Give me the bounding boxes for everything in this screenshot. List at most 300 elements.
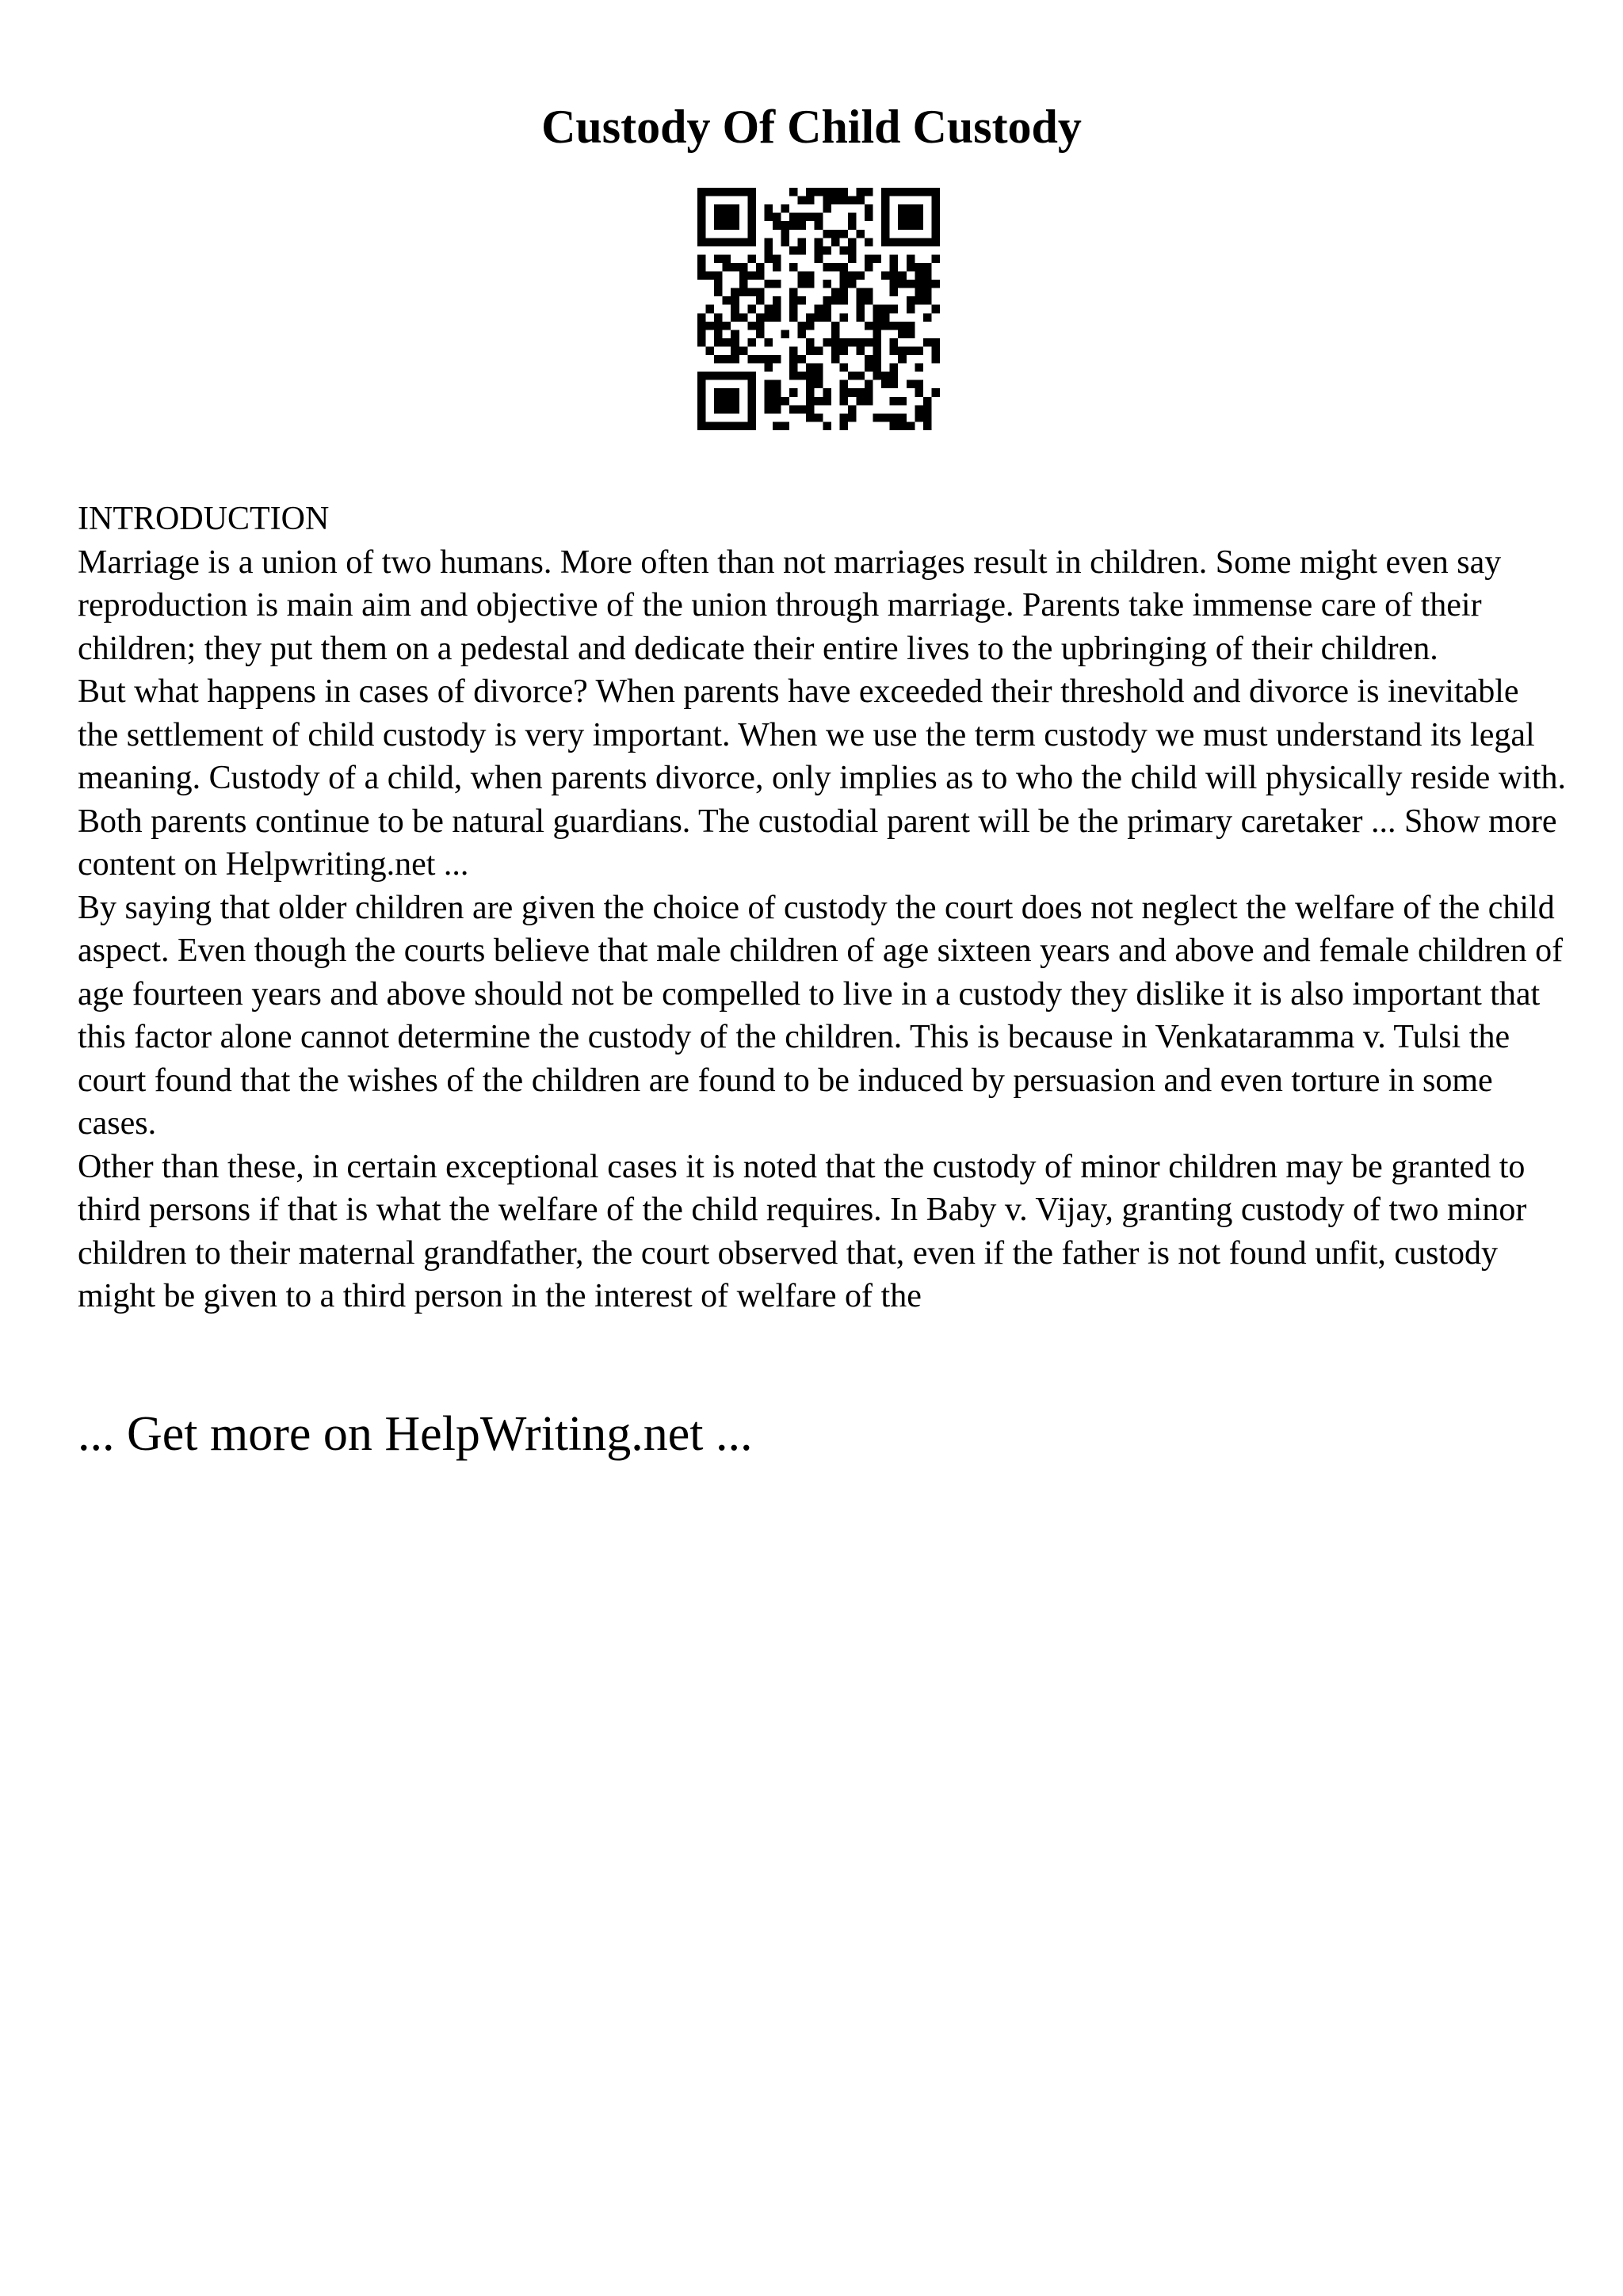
qr-module xyxy=(865,238,873,246)
qr-module xyxy=(839,388,848,397)
qr-module xyxy=(873,313,882,322)
qr-module xyxy=(848,372,857,380)
qr-module xyxy=(697,196,706,205)
qr-module xyxy=(865,364,873,372)
qr-module xyxy=(839,364,848,372)
qr-module xyxy=(714,280,723,288)
qr-module xyxy=(898,213,907,222)
qr-module xyxy=(856,196,865,205)
qr-module xyxy=(764,238,773,246)
qr-module xyxy=(764,280,773,288)
qr-module xyxy=(898,204,907,213)
qr-module xyxy=(714,272,723,280)
qr-module xyxy=(773,380,781,389)
qr-module xyxy=(839,313,848,322)
qr-module xyxy=(890,188,899,196)
qr-module xyxy=(723,188,731,196)
get-more-link[interactable]: ... Get more on HelpWriting.net ... xyxy=(78,1407,753,1461)
qr-module xyxy=(881,196,890,205)
qr-module xyxy=(731,188,739,196)
qr-module xyxy=(815,313,823,322)
qr-module xyxy=(848,280,857,288)
qr-module xyxy=(915,238,923,246)
qr-module xyxy=(898,280,907,288)
qr-module xyxy=(756,272,765,280)
qr-module xyxy=(915,263,923,272)
qr-module xyxy=(881,322,890,330)
qr-module xyxy=(898,322,907,330)
qr-module xyxy=(815,254,823,263)
qr-module xyxy=(806,346,815,355)
qr-module xyxy=(915,280,923,288)
qr-module xyxy=(873,305,882,314)
qr-module xyxy=(781,221,790,230)
qr-module xyxy=(815,372,823,380)
qr-module xyxy=(923,313,932,322)
qr-module xyxy=(890,346,899,355)
qr-module xyxy=(747,355,756,364)
qr-module xyxy=(815,397,823,406)
qr-module xyxy=(739,372,748,380)
qr-module xyxy=(890,238,899,246)
qr-module xyxy=(773,313,781,322)
qr-module xyxy=(848,196,857,205)
qr-module xyxy=(815,414,823,422)
qr-module xyxy=(723,254,731,263)
qr-module xyxy=(881,204,890,213)
qr-module xyxy=(806,388,815,397)
qr-module xyxy=(789,405,798,414)
qr-module xyxy=(764,313,773,322)
qr-module xyxy=(865,263,873,272)
qr-module xyxy=(806,405,815,414)
qr-module xyxy=(706,305,715,314)
qr-module xyxy=(756,330,765,338)
qr-module xyxy=(697,330,706,338)
qr-module xyxy=(831,330,840,338)
qr-module xyxy=(848,272,857,280)
section-heading-introduction: INTRODUCTION xyxy=(78,501,330,537)
qr-module xyxy=(923,338,932,347)
qr-module xyxy=(915,414,923,422)
qr-module xyxy=(789,346,798,355)
qr-module xyxy=(931,196,940,205)
qr-module xyxy=(697,204,706,213)
qr-module xyxy=(756,263,765,272)
qr-module xyxy=(781,330,790,338)
qr-module xyxy=(823,305,831,314)
qr-module xyxy=(714,254,723,263)
qr-module xyxy=(890,364,899,372)
paragraph: Marriage is a union of two humans. More often than not marriages result in children. Some might even say reproduction is main aim and objective of the union through marriage. Parents take immense care of their children; they put them on a pedestal and dedicate their entire lives to the upbringing of their children. xyxy=(78,543,1502,667)
qr-module xyxy=(831,230,840,238)
qr-module xyxy=(739,272,748,280)
qr-module xyxy=(839,230,848,238)
qr-module xyxy=(723,221,731,230)
qr-module xyxy=(839,246,848,255)
qr-module xyxy=(798,405,807,414)
qr-module xyxy=(747,421,756,430)
qr-module xyxy=(907,280,915,288)
qr-module xyxy=(789,263,798,272)
qr-module xyxy=(823,313,831,322)
qr-module xyxy=(848,388,857,397)
qr-module xyxy=(697,263,706,272)
qr-module xyxy=(706,346,715,355)
qr-module xyxy=(839,380,848,389)
qr-module xyxy=(806,322,815,330)
qr-module xyxy=(764,355,773,364)
qr-module xyxy=(806,397,815,406)
qr-module xyxy=(931,305,940,314)
qr-module xyxy=(747,204,756,213)
qr-module xyxy=(781,238,790,246)
qr-module xyxy=(923,288,932,297)
qr-module xyxy=(789,372,798,380)
qr-module xyxy=(697,272,706,280)
qr-module xyxy=(747,405,756,414)
qr-module xyxy=(915,296,923,305)
qr-module xyxy=(723,355,731,364)
qr-module xyxy=(731,338,739,347)
qr-module xyxy=(764,246,773,255)
qr-module xyxy=(907,263,915,272)
qr-module xyxy=(764,405,773,414)
qr-module xyxy=(714,313,723,322)
qr-module xyxy=(865,296,873,305)
qr-module xyxy=(806,213,815,222)
qr-module xyxy=(714,322,723,330)
qr-module xyxy=(823,204,831,213)
qr-module xyxy=(806,196,815,205)
qr-module xyxy=(831,288,840,297)
qr-module xyxy=(823,338,831,347)
qr-module xyxy=(756,288,765,297)
qr-module xyxy=(831,355,840,364)
qr-module xyxy=(815,238,823,246)
qr-module xyxy=(731,296,739,305)
qr-module xyxy=(856,305,865,314)
qr-module xyxy=(881,372,890,380)
qr-module xyxy=(823,263,831,272)
qr-module xyxy=(839,346,848,355)
qr-module xyxy=(923,238,932,246)
qr-module xyxy=(923,421,932,430)
qr-module xyxy=(697,313,706,322)
qr-module xyxy=(723,204,731,213)
qr-module xyxy=(931,238,940,246)
qr-module xyxy=(923,263,932,272)
qr-module xyxy=(714,188,723,196)
qr-module xyxy=(923,405,932,414)
qr-module xyxy=(890,322,899,330)
qr-module xyxy=(781,230,790,238)
qr-module xyxy=(839,188,848,196)
qr-module xyxy=(806,372,815,380)
qr-module xyxy=(747,272,756,280)
qr-module xyxy=(898,346,907,355)
qr-module xyxy=(714,405,723,414)
qr-module xyxy=(747,254,756,263)
qr-module xyxy=(714,204,723,213)
qr-module xyxy=(848,405,857,414)
qr-module xyxy=(773,296,781,305)
qr-module xyxy=(915,221,923,230)
qr-module xyxy=(923,188,932,196)
qr-module xyxy=(731,305,739,314)
qr-module xyxy=(789,388,798,397)
qr-module xyxy=(739,263,748,272)
qr-module xyxy=(898,188,907,196)
qr-module xyxy=(831,346,840,355)
qr-module xyxy=(789,213,798,222)
qr-module xyxy=(931,388,940,397)
qr-module xyxy=(907,204,915,213)
qr-module xyxy=(697,388,706,397)
qr-module xyxy=(806,272,815,280)
qr-module xyxy=(873,254,882,263)
qr-module xyxy=(881,213,890,222)
qr-module xyxy=(697,414,706,422)
qr-module xyxy=(848,221,857,230)
qr-module xyxy=(731,355,739,364)
qr-module xyxy=(923,280,932,288)
qr-module xyxy=(856,230,865,238)
qr-module xyxy=(747,196,756,205)
qr-module xyxy=(798,322,807,330)
qr-module xyxy=(931,355,940,364)
qr-module xyxy=(731,397,739,406)
qr-module xyxy=(747,397,756,406)
qr-module xyxy=(806,364,815,372)
qr-module xyxy=(856,338,865,347)
qr-module xyxy=(873,364,882,372)
qr-module xyxy=(907,322,915,330)
qr-module xyxy=(865,388,873,397)
qr-module xyxy=(756,296,765,305)
qr-module xyxy=(839,288,848,297)
qr-module xyxy=(739,313,748,322)
qr-module xyxy=(815,221,823,230)
qr-module xyxy=(890,280,899,288)
qr-module xyxy=(731,204,739,213)
qr-module xyxy=(823,246,831,255)
qr-module xyxy=(881,313,890,322)
qr-module xyxy=(881,188,890,196)
qr-module xyxy=(747,414,756,422)
qr-module xyxy=(798,355,807,364)
qr-module xyxy=(931,213,940,222)
qr-module xyxy=(865,254,873,263)
qr-module xyxy=(856,388,865,397)
qr-module xyxy=(815,246,823,255)
qr-module xyxy=(764,254,773,263)
qr-module xyxy=(931,221,940,230)
qr-module xyxy=(756,322,765,330)
qr-module xyxy=(697,338,706,347)
qr-module xyxy=(764,213,773,222)
qr-module xyxy=(839,414,848,422)
qr-module xyxy=(873,338,882,347)
qr-module xyxy=(823,388,831,397)
qr-module xyxy=(731,263,739,272)
qr-module xyxy=(706,322,715,330)
qr-module xyxy=(865,288,873,297)
qr-module xyxy=(873,330,882,338)
qr-module xyxy=(747,230,756,238)
qr-module xyxy=(714,238,723,246)
qr-module xyxy=(806,380,815,389)
qr-module xyxy=(856,397,865,406)
qr-module xyxy=(907,213,915,222)
qr-module xyxy=(723,421,731,430)
document-title: Custody Of Child Custody xyxy=(541,101,1082,153)
qr-module xyxy=(839,263,848,272)
qr-module xyxy=(789,355,798,364)
qr-module xyxy=(848,254,857,263)
qr-module xyxy=(856,188,865,196)
qr-module xyxy=(739,188,748,196)
qr-module xyxy=(865,397,873,406)
qr-module xyxy=(856,372,865,380)
qr-module xyxy=(890,263,899,272)
qr-module xyxy=(823,188,831,196)
qr-module xyxy=(723,263,731,272)
qr-module xyxy=(865,380,873,389)
document-body xyxy=(78,498,1568,1318)
qr-module xyxy=(898,272,907,280)
qr-module xyxy=(789,313,798,322)
qr-module xyxy=(815,346,823,355)
qr-module xyxy=(756,355,765,364)
qr-module xyxy=(815,364,823,372)
qr-module xyxy=(789,296,798,305)
qr-module xyxy=(898,238,907,246)
qr-module xyxy=(756,313,765,322)
qr-module xyxy=(731,213,739,222)
qr-module xyxy=(865,338,873,347)
qr-module xyxy=(923,296,932,305)
qr-module xyxy=(890,272,899,280)
qr-module xyxy=(907,305,915,314)
qr-module xyxy=(915,288,923,297)
qr-module xyxy=(714,355,723,364)
qr-module xyxy=(731,313,739,322)
qr-module xyxy=(747,372,756,380)
qr-module xyxy=(798,238,807,246)
qr-module xyxy=(806,414,815,422)
qr-module xyxy=(731,238,739,246)
qr-module xyxy=(856,272,865,280)
qr-module xyxy=(714,388,723,397)
qr-module xyxy=(890,380,899,389)
qr-module xyxy=(747,305,756,314)
qr-module xyxy=(931,204,940,213)
qr-module xyxy=(931,254,940,263)
qr-module xyxy=(931,338,940,347)
qr-module xyxy=(823,421,831,430)
qr-module xyxy=(723,372,731,380)
paragraph: By saying that older children are given the choice of custody the court does not neglect the welfare of the child aspect. Even though the courts believe that male children of age sixteen years and above and female children of age fourteen years and above should not be compelled to live in a custody they dislike it is also important that this factor alone cannot determine the custody of the children. This is because in Venkataramma v. Tulsi the court found that the wishes of the children are found to be induced by persuasion and even torture in some cases. xyxy=(78,889,1564,1142)
qr-module xyxy=(873,355,882,364)
qr-module xyxy=(907,296,915,305)
qr-module xyxy=(714,330,723,338)
qr-module xyxy=(873,322,882,330)
qr-module xyxy=(739,346,748,355)
qr-module xyxy=(773,221,781,230)
qr-module xyxy=(731,372,739,380)
qr-module xyxy=(764,364,773,372)
qr-module xyxy=(706,188,715,196)
qr-module xyxy=(831,238,840,246)
qr-module xyxy=(773,355,781,364)
qr-module xyxy=(798,296,807,305)
qr-module xyxy=(739,421,748,430)
qr-module xyxy=(798,221,807,230)
qr-module xyxy=(747,288,756,297)
qr-module xyxy=(907,254,915,263)
qr-module xyxy=(798,196,807,205)
qr-module xyxy=(890,397,899,406)
qr-module xyxy=(881,238,890,246)
qr-module xyxy=(789,188,798,196)
qr-module xyxy=(789,246,798,255)
qr-module xyxy=(798,330,807,338)
qr-module xyxy=(881,380,890,389)
qr-module xyxy=(723,388,731,397)
qr-module xyxy=(865,204,873,213)
qr-module xyxy=(714,397,723,406)
qr-module xyxy=(931,188,940,196)
qr-module xyxy=(697,238,706,246)
qr-module xyxy=(923,397,932,406)
qr-module xyxy=(747,221,756,230)
qr-module xyxy=(881,272,890,280)
qr-module xyxy=(890,372,899,380)
qr-module xyxy=(890,288,899,297)
qr-module xyxy=(931,230,940,238)
qr-module xyxy=(714,221,723,230)
qr-module xyxy=(898,414,907,422)
qr-module xyxy=(839,196,848,205)
qr-module xyxy=(915,380,923,389)
qr-module xyxy=(789,221,798,230)
paragraph: But what happens in cases of divorce? When parents have exceeded their threshold and divorce is inevitable the settlement of child custody is very important. When we use the term custody we must understand its legal meaning. Custody of a child, when parents divorce, only implies as to who the child will physically reside with. Both parents continue to be natural guardians. The custodial parent will be the primary caretaker ... Show more content on Helpwriting.net ... xyxy=(78,673,1566,883)
qr-module xyxy=(773,263,781,272)
qr-module xyxy=(839,272,848,280)
qr-module xyxy=(823,230,831,238)
qr-module xyxy=(907,421,915,430)
qr-module xyxy=(907,188,915,196)
qr-module xyxy=(890,254,899,263)
qr-module xyxy=(907,238,915,246)
qr-module xyxy=(731,421,739,430)
qr-module xyxy=(747,380,756,389)
qr-module xyxy=(831,322,840,330)
qr-module xyxy=(798,213,807,222)
qr-module xyxy=(773,405,781,414)
qr-module xyxy=(873,414,882,422)
qr-module xyxy=(764,380,773,389)
qr-module xyxy=(898,355,907,364)
qr-module xyxy=(764,388,773,397)
qr-module xyxy=(923,414,932,422)
qr-module xyxy=(747,213,756,222)
qr-module xyxy=(764,397,773,406)
qr-module xyxy=(856,346,865,355)
qr-module xyxy=(848,213,857,222)
qr-module xyxy=(697,213,706,222)
